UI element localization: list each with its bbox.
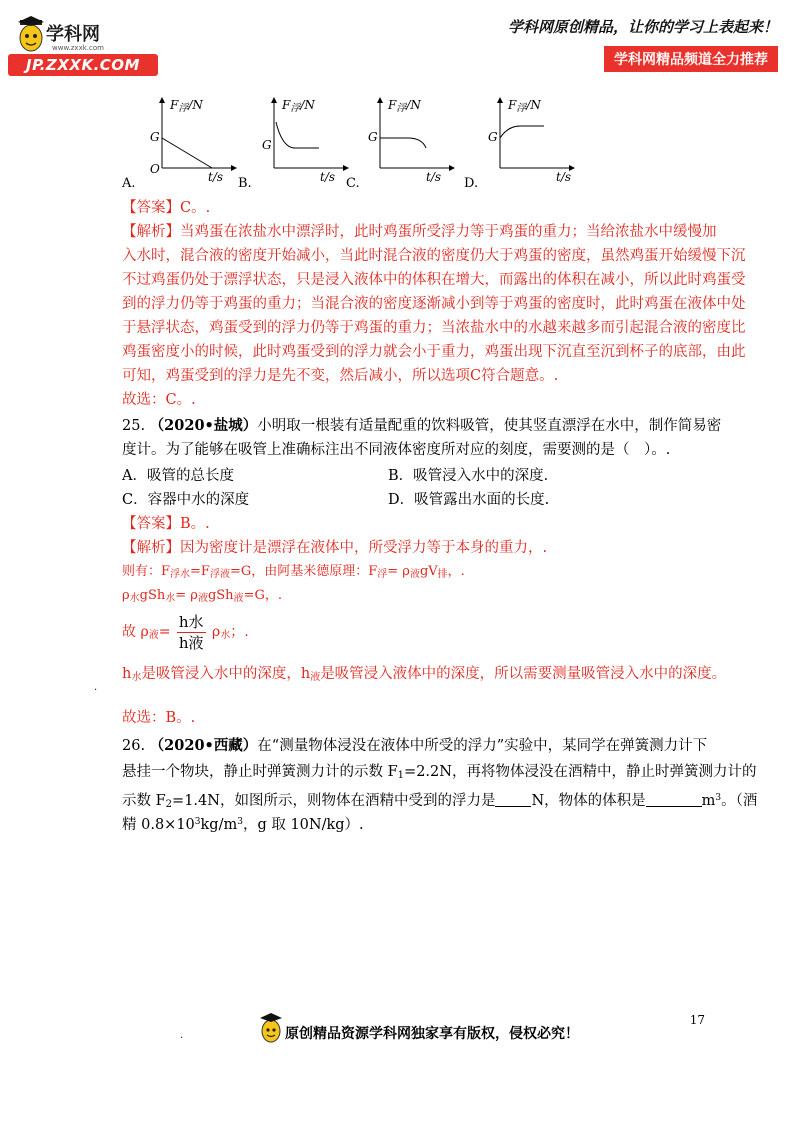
option-c-label: C. xyxy=(346,176,360,191)
header-slogan: 学科网原创精品，让你的学习上表起来！ xyxy=(507,18,778,36)
stray-dot: . xyxy=(94,682,98,693)
q25-option-a: A．吸管的总长度 xyxy=(122,468,234,484)
option-b-label: B. xyxy=(238,176,252,191)
header-channel-badge: 学科网精品频道全力推荐 xyxy=(604,46,778,72)
footer-mascot-icon xyxy=(258,1012,284,1044)
graph-a-t: t/s xyxy=(208,170,224,184)
blank-volume[interactable] xyxy=(646,792,702,807)
q26-stem-2: 悬挂一个物块，静止时弹簧测力计的示数 $F_1=2.2N$，再将物体浸没在酒精中，静止时弹簧测力计的 xyxy=(122,764,757,781)
logo-text: 学科网 xyxy=(46,24,100,45)
q26-stem-1: 26. （2020•西藏）在“测量物体浸没在液体中所受的浮力”实验中，某同学在弹簧测力计下 xyxy=(122,737,708,754)
q25-choice: 故选：B。. xyxy=(122,710,196,726)
graph-c-t: t/s xyxy=(426,170,442,184)
q24-analysis-7: 可知，鸡蛋受到的浮力是先不变，然后减小，所以选项C符合题意。. xyxy=(122,368,559,384)
q25-explanation: $h_水$是吸管浸入水中的深度，$h_液$是吸管浸入液体中的深度，所以需要测量吸管浸入水中的深度。 xyxy=(122,666,727,683)
page-number: 17 xyxy=(689,1013,705,1027)
graph-a-g: G xyxy=(150,130,160,144)
q25-option-c: C．容器中水的深度 xyxy=(122,492,250,508)
logo-banner: JP.ZXXK.COM xyxy=(8,54,158,76)
q26-source: （2020•西藏） xyxy=(149,737,258,754)
q24-answer: 【答案】C。. xyxy=(122,200,211,216)
fraction-h: $\frac{\text{h水}}{\text{h液}}$ xyxy=(178,612,204,652)
mascot-icon xyxy=(14,14,48,54)
graph-a-o: O xyxy=(150,162,160,176)
q25-equation-1: 则有：$F_{浮水}=F_{浮液}=G$，由阿基米德原理：$F_浮= \rho_液gV_排$，. xyxy=(122,564,465,580)
blank-buoyancy[interactable] xyxy=(495,792,531,807)
option-d-label: D. xyxy=(464,176,479,191)
q24-analysis-5: 于悬浮状态，鸡蛋受到的浮力仍等于鸡蛋的重力；当浓盐水中的水越来越多而引起混合液的密度比 xyxy=(122,320,746,336)
q24-analysis-4: 到的浮力仍等于鸡蛋的重力；当混合液的密度逐渐减小到等于鸡蛋的密度时，此时鸡蛋在液体中处 xyxy=(122,296,746,312)
graph-c-ylabel: $F_浮/N$ xyxy=(388,98,421,114)
q25-analysis: 【解析】因为密度计是漂浮在液体中，所受浮力等于本身的重力，. xyxy=(122,540,548,556)
q24-analysis-6: 鸡蛋密度小的时候，此时鸡蛋受到的浮力就会小于重力，鸡蛋出现下沉直至沉到杯子的底部，由此 xyxy=(122,344,746,360)
q24-analysis-3: 不过鸡蛋仍处于漂浮状态，只是浸入液体中的体积在增大，而露出的体积在减小，所以此时鸡蛋受 xyxy=(122,272,746,288)
graph-b-ylabel: $F_浮/N$ xyxy=(282,98,315,114)
graph-b-t: t/s xyxy=(320,170,336,184)
graph-c-g: G xyxy=(368,130,378,144)
q25-number: 25. xyxy=(122,418,146,434)
q25-stem-1: 25. （2020•盐城）小明取一根装有适量配重的饮料吸管，使其竖直漂浮在水中，制作简易密 xyxy=(122,417,722,434)
q24-analysis-1: 【解析】当鸡蛋在浓盐水中漂浮时，此时鸡蛋所受浮力等于鸡蛋的重力；当给浓盐水中缓慢加 xyxy=(122,224,717,240)
q25-option-d: D．吸管露出水面的长度. xyxy=(388,492,550,508)
q25-stem-2: 度计。为了能够在吸管上准确标注出不同液体密度所对应的刻度，需要测的是（ ）。. xyxy=(122,442,671,458)
footer-dot: . xyxy=(180,1030,184,1041)
q24-analysis-2: 入水时，混合液的密度开始减小，当此时混合液的密度仍大于鸡蛋的密度，虽然鸡蛋开始缓慢下沉 xyxy=(122,248,746,264)
q26-stem-4: 精 $0.8\times 10^3kg/m^3$，g 取 10N/kg）. xyxy=(122,817,364,833)
q25-equation-3: 故 $\rho_液=$ $\frac{\text{h水}}{\text{h液}}$ $\rho_水$；. xyxy=(122,612,249,652)
graph-d-g: G xyxy=(488,130,498,144)
graph-a-ylabel: $F_浮/N$ xyxy=(170,98,203,114)
option-a-label: A. xyxy=(122,176,136,191)
q26-number: 26. xyxy=(122,738,146,754)
graph-b-g: G xyxy=(262,138,272,152)
q25-option-b: B．吸管浸入水中的深度. xyxy=(388,468,549,484)
site-logo[interactable] xyxy=(8,14,158,74)
q25-equation-2: $\rho_水gSh_水= \rho_液gSh_液=G$，. xyxy=(122,588,282,604)
q25-answer: 【答案】B。. xyxy=(122,516,210,532)
q24-choice: 故选：C。. xyxy=(122,392,196,408)
footer-copyright: 原创精品资源学科网独家享有版权，侵权必究！ xyxy=(285,1026,579,1042)
logo-url: www.zxxk.com xyxy=(52,44,104,52)
q26-stem-3: 示数 $F_2=1.4N$，如图所示，则物体在酒精中受到的浮力是 N，物体的体积是 $m^3$。（酒 xyxy=(122,793,758,810)
graph-d-ylabel: $F_浮/N$ xyxy=(508,98,541,114)
graph-d-t: t/s xyxy=(556,170,572,184)
q25-source: （2020•盐城） xyxy=(149,417,258,434)
